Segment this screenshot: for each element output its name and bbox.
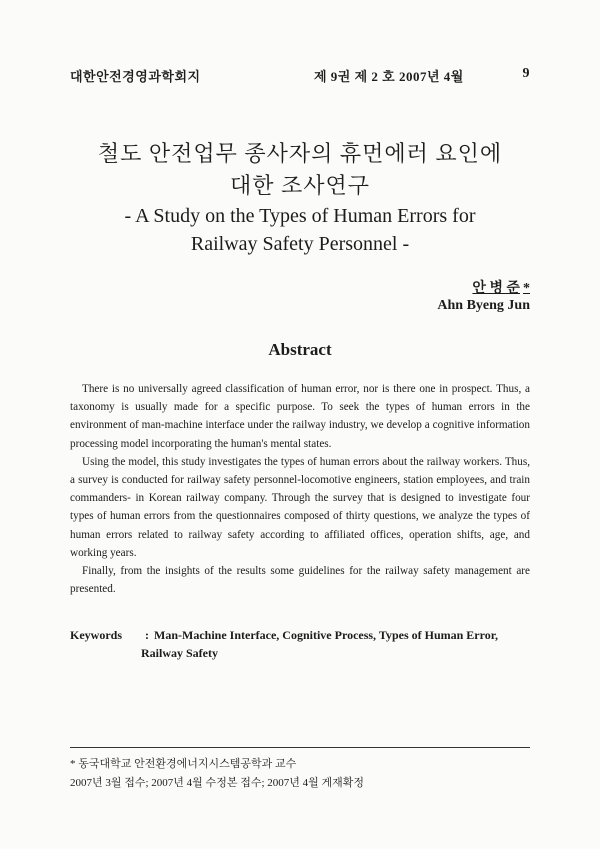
korean-title <box>0 138 600 202</box>
journal-name: 대한안전경영과학회지 <box>70 69 201 84</box>
page-number: 9 <box>522 66 530 81</box>
keywords-label: Keywords <box>70 628 122 642</box>
korean-title-line-2: 대한 조사연구 <box>229 173 370 198</box>
english-title-line-1: - A Study on the Types of Human Errors for <box>124 205 476 227</box>
author-korean <box>472 277 530 297</box>
korean-title-line-1: 철도 안전업무 종사자의 휴먼에러 요인에 <box>97 141 503 166</box>
abstract-paragraph-2: Using the model, this study investigates the types of human errors about the railway workers. Thus, a survey is conducted for railway safety personnel-locomotive engineers, station employees, and train commanders- in Korean railway company. Through the survey that is designed to investigate four types of human errors from the questionnaires composed of thirty questions, we analyze the types of human errors related to railway safety according to affiliated offices, operation shifts, age, and working years. <box>70 455 530 559</box>
abstract-paragraph-3: Finally, from the insights of the results some guidelines for the railway safety management are presented. <box>70 565 530 596</box>
abstract-paragraph-1: There is no universally agreed classification of human error, nor is there one in prospect. Thus, a taxonomy is usually made for a specific purpose. To seek the types of human errors in the environment of man-machine interface under the railway industry, we develop a cognitive information processing model incorporating the human's mental states. <box>70 383 530 450</box>
footnote-affiliation: * 동국대학교 안전환경에너지시스템공학과 교수 <box>70 758 297 770</box>
author-english: Ahn Byeng Jun <box>437 298 530 313</box>
author-korean-name: 안 병 준 <box>472 281 520 296</box>
keywords-separator: : <box>145 628 149 642</box>
english-title <box>0 202 600 258</box>
issue-info: 제 9권 제 2 호 2007년 4월 <box>314 69 464 84</box>
english-title-line-2: Railway Safety Personnel - <box>190 233 410 255</box>
footnote-dates: 2007년 3월 접수; 2007년 4월 수정본 접수; 2007년 4월 게재확정 <box>70 777 365 789</box>
keywords-line-1: Man-Machine Interface, Cognitive Process, Types of Human Error, <box>154 628 498 642</box>
keywords-line-2: Railway Safety <box>141 646 218 660</box>
author-footnote-mark: * <box>523 281 530 296</box>
footnote <box>70 755 530 793</box>
abstract-body <box>70 380 530 598</box>
footnote-divider <box>70 747 530 748</box>
abstract-heading: Abstract <box>268 340 332 359</box>
keywords <box>70 626 540 662</box>
